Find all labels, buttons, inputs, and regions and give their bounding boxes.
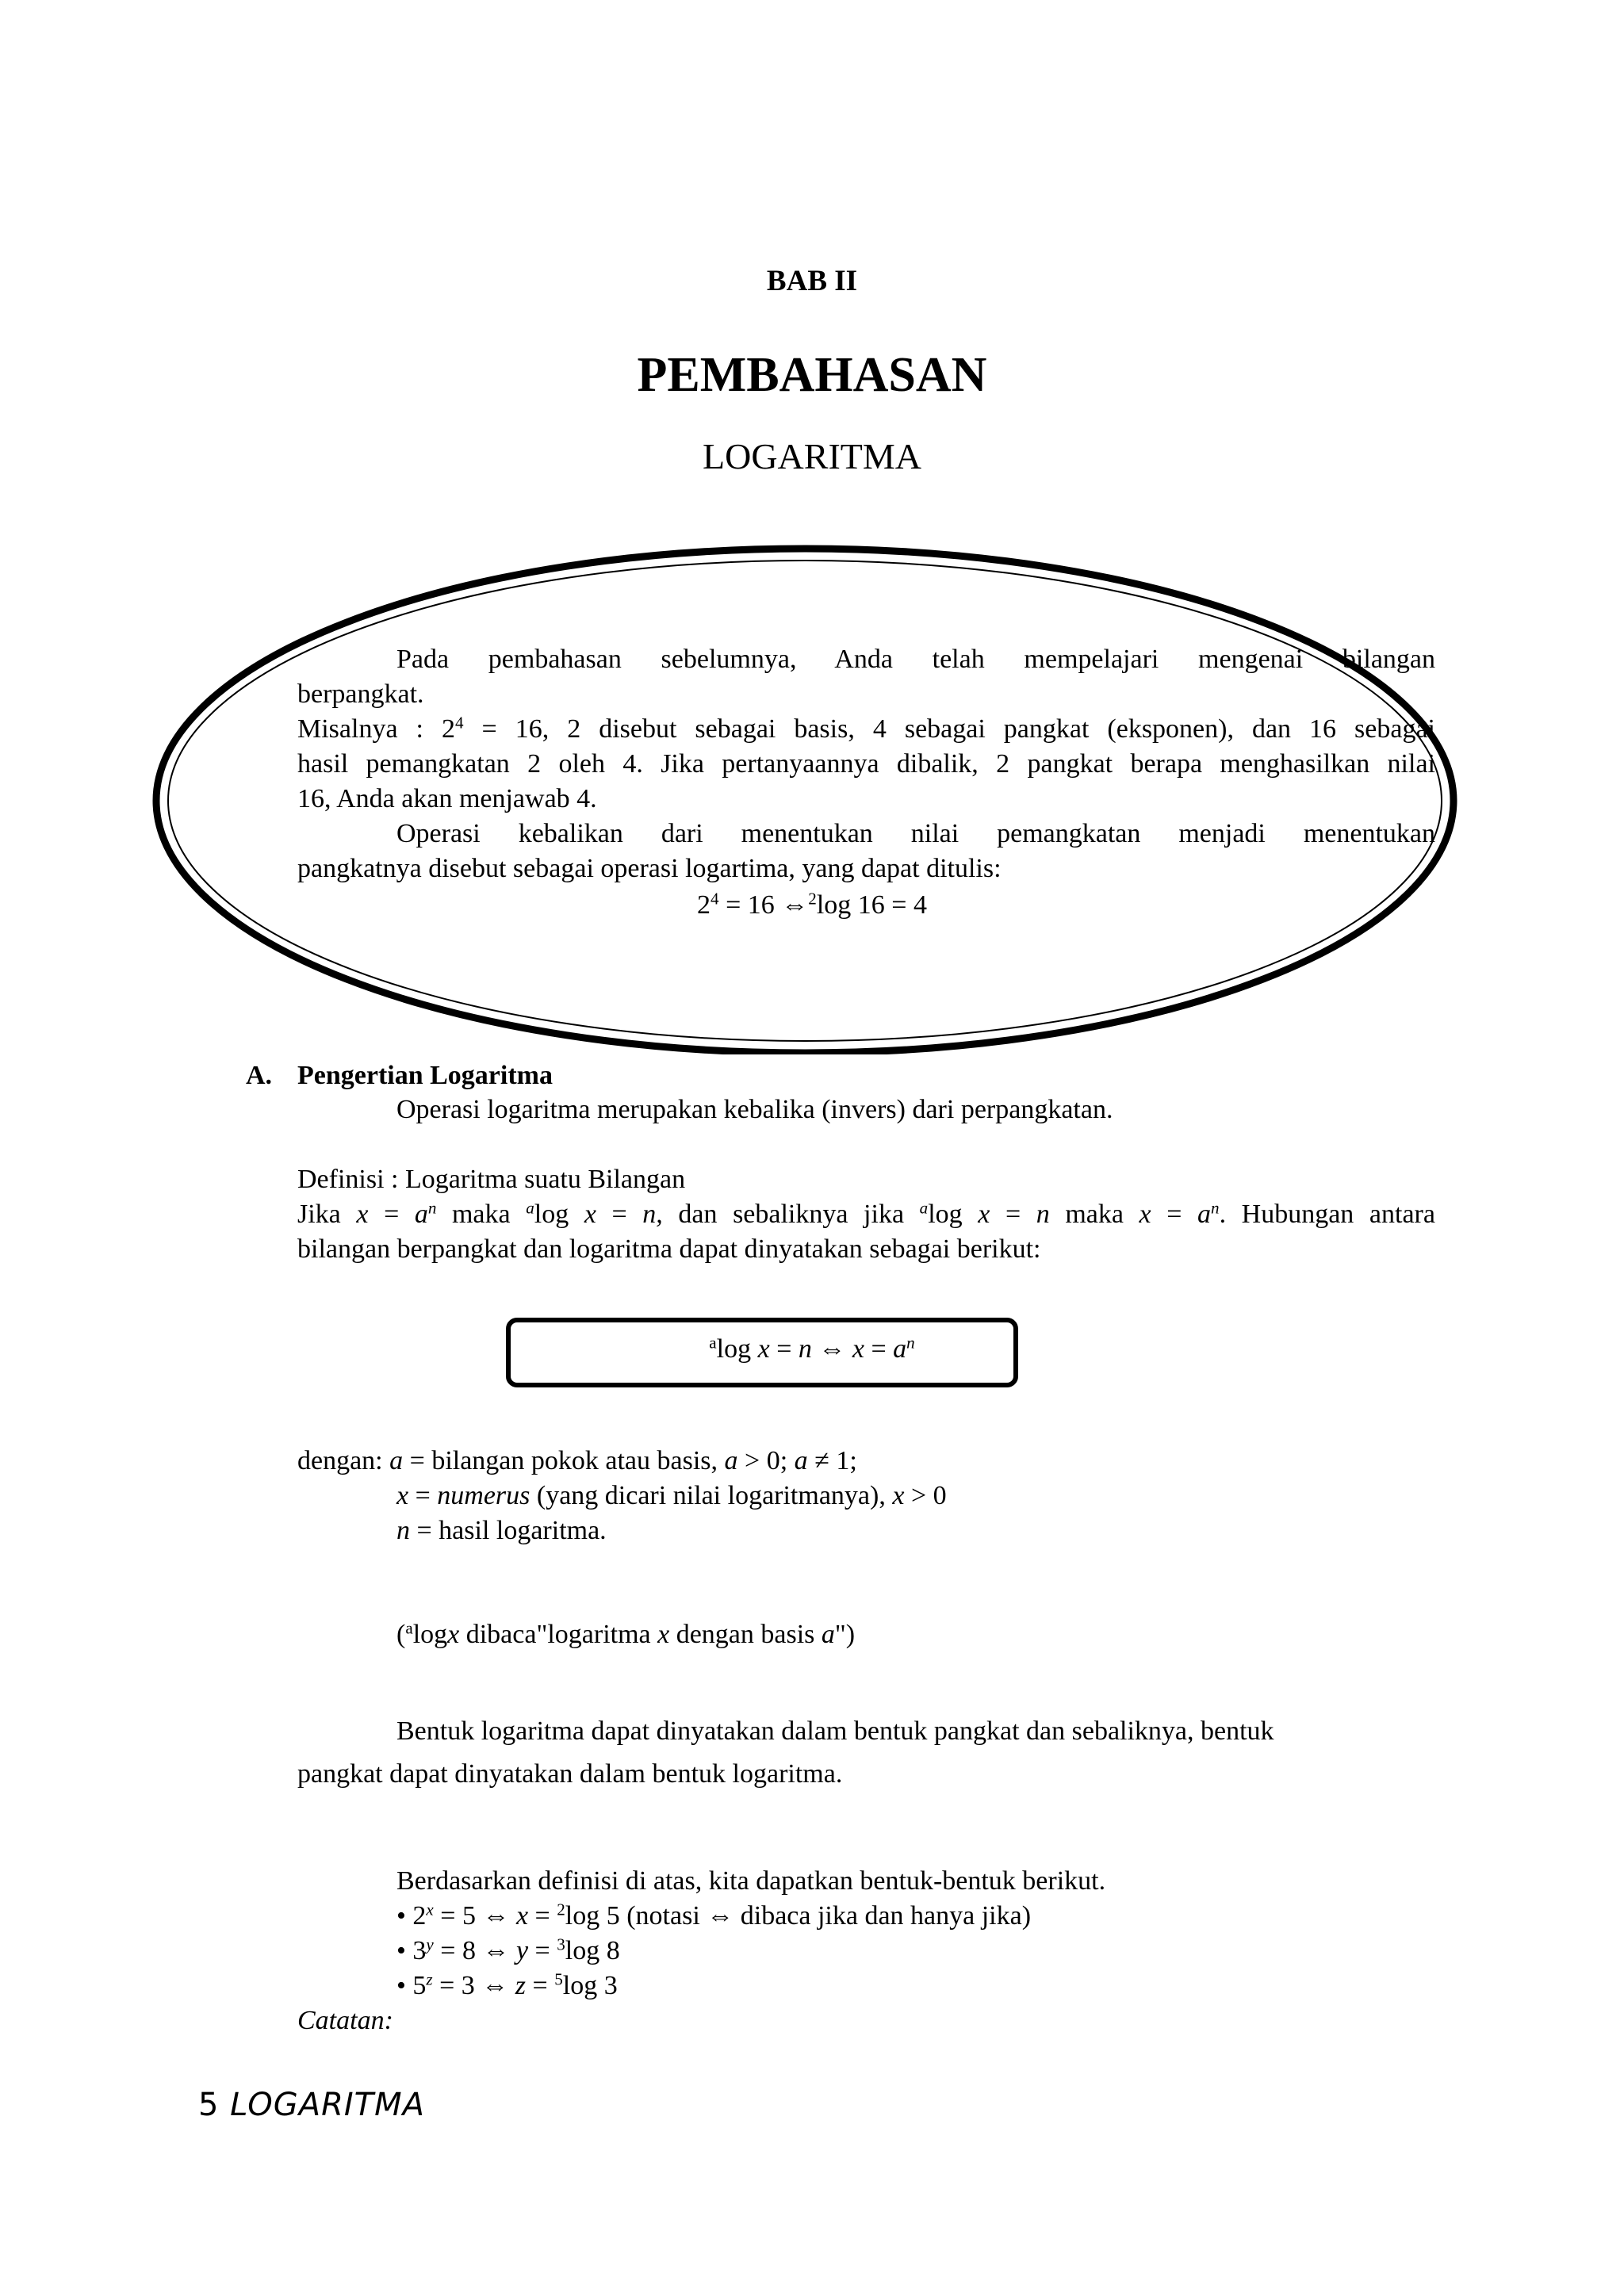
definition-line-2: bilangan berpangkat dan logaritma dapat dinyatakan sebagai berikut:	[297, 1234, 1041, 1264]
intro-paragraph-1-end: berpangkat.	[297, 679, 424, 709]
footer-label: LOGARITMA	[230, 2087, 425, 2123]
intro-paragraph-3: Operasi kebalikan dari menentukan nilai pemangkatan menjadi menentukan	[396, 819, 1435, 848]
intro-paragraph-2-line2: hasil pemangkatan 2 oleh 4. Jika pertanyaannya dibalik, 2 pangkat berapa menghasilkan nilai	[297, 749, 1435, 779]
section-a-heading: Pengertian Logaritma	[297, 1061, 553, 1090]
where-line-2: x = numerus (yang dicari nilai logaritmanya), x > 0	[396, 1481, 947, 1510]
definition-formula: $^a$log x = n ⇔ $x = a^n$	[709, 1333, 915, 1364]
intro-equation: $2^4 = 16$ ⇔$^2$log 16 = 4	[697, 889, 927, 920]
where-line-1: dengan: a = bilangan pokok atau basis, a > 0; a ≠ 1;	[297, 1446, 857, 1475]
where-line-3: n = hasil logaritma.	[396, 1516, 607, 1545]
definition-title: Definisi : Logaritma suatu Bilangan	[297, 1165, 686, 1194]
example-item: • $2^x = 5$ ⇔ x = $^2$log 5 (notasi ⇔ dibaca jika dan hanya jika)	[396, 1900, 1032, 1931]
definition-line-1: Jika $x = a^n$ maka $^a$log x = n, dan sebaliknya jika $^a$log x = n maka $x = a^n$. Hubungan antara	[297, 1198, 1435, 1229]
page-number: 5	[198, 2087, 220, 2123]
page-subtitle: LOGARITMA	[703, 436, 921, 476]
section-a-marker: A.	[246, 1061, 273, 1090]
section-a-intro: Operasi logaritma merupakan kebalika (invers) dari perpangkatan.	[396, 1095, 1113, 1124]
form-line-2: pangkat dapat dinyatakan dalam bentuk logaritma.	[297, 1759, 843, 1789]
page-footer	[198, 2087, 425, 2123]
page-title: PEMBAHASAN	[637, 348, 987, 402]
example-item: • $5^z = 3$ ⇔ z = $^5$log 3	[396, 1969, 618, 2000]
intro-paragraph-3-line2: pangkatnya disebut sebagai operasi logartima, yang dapat ditulis:	[297, 854, 1002, 883]
intro-paragraph-2-line3: 16, Anda akan menjawab 4.	[297, 784, 597, 813]
catatan-label: Catatan:	[297, 2006, 393, 2035]
examples-intro: Berdasarkan definisi di atas, kita dapatkan bentuk-bentuk berikut.	[396, 1866, 1106, 1896]
chapter-label: BAB II	[766, 265, 858, 297]
read-note: ($^a$logx dibaca"logaritma x dengan basis a")	[396, 1618, 856, 1649]
form-line-1: Bentuk logaritma dapat dinyatakan dalam bentuk pangkat dan sebaliknya, bentuk	[396, 1716, 1274, 1746]
example-item: • $3^y = 8$ ⇔ y = $^3$log 8	[396, 1934, 620, 1965]
intro-paragraph-1: Pada pembahasan sebelumnya, Anda telah mempelajari mengenai bilangan	[396, 645, 1435, 674]
intro-paragraph-2: Misalnya : $2^4 = 16$, 2 disebut sebagai basis, 4 sebagai pangkat (eksponen), dan 16 sebagai	[297, 713, 1435, 744]
